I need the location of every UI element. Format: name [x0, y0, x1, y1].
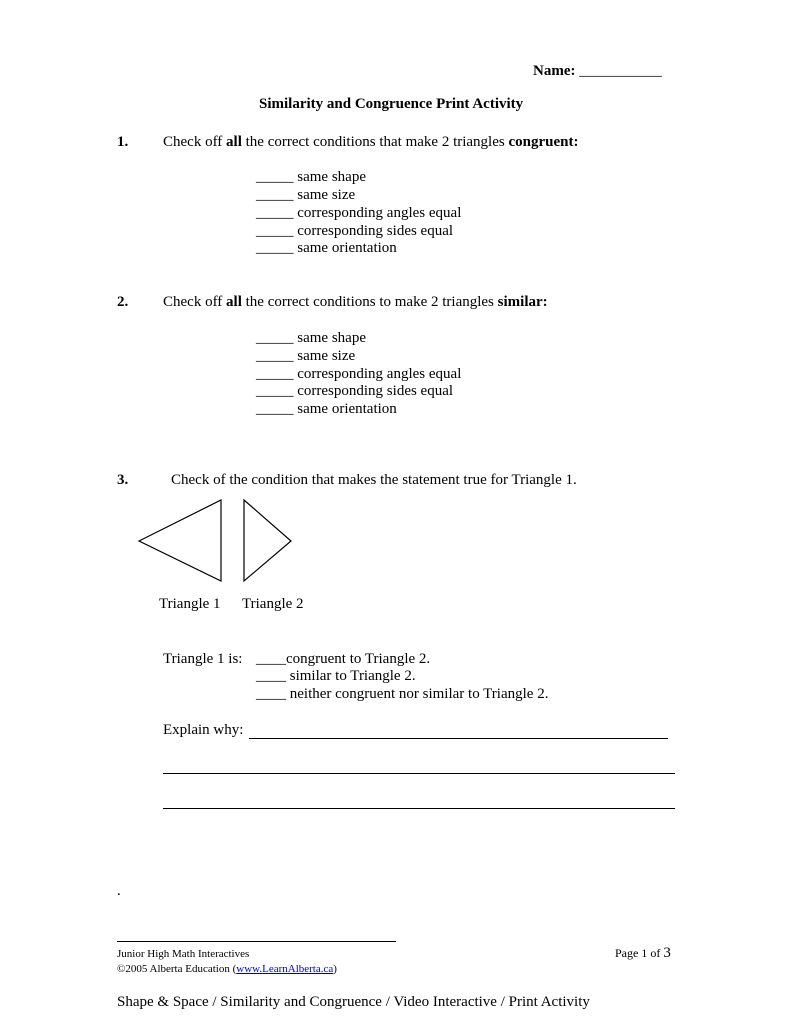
q2-option-sides-equal[interactable]: _____ corresponding sides equal: [256, 383, 454, 399]
q2-option-same-shape[interactable]: _____ same shape: [256, 330, 366, 346]
name-label-text: Name:: [533, 63, 576, 79]
footer-breadcrumb: Shape & Space / Similarity and Congruence / Video Interactive / Print Activity: [117, 994, 590, 1010]
explain-answer-line-1[interactable]: [249, 738, 668, 739]
q1-option-same-shape[interactable]: _____ same shape: [256, 169, 366, 185]
stray-dot: .: [117, 883, 121, 899]
q2-option-angles-equal[interactable]: _____ corresponding angles equal: [256, 366, 462, 382]
q1-option-same-size[interactable]: _____ same size: [256, 187, 356, 203]
q2-bold-similar: similar:: [497, 294, 548, 310]
footer-divider: [117, 941, 396, 942]
page-title-text: Similarity and Congruence Print Activity: [259, 96, 524, 112]
footer-copyright: [117, 963, 337, 975]
q1-middle: the correct conditions that make 2 triangles: [241, 134, 509, 150]
q2-bold-all: all: [226, 294, 242, 310]
q3-number-text: 3.: [117, 472, 129, 488]
q3-option-congruent[interactable]: ____congruent to Triangle 2.: [256, 651, 431, 667]
q1-option-angles-equal[interactable]: _____ corresponding angles equal: [256, 205, 462, 221]
q3-prompt: Check of the condition that makes the statement true for Triangle 1.: [171, 472, 577, 488]
footer-copyright-prefix: ©2005 Alberta Education (: [117, 963, 237, 975]
explain-answer-line-2[interactable]: [163, 773, 675, 774]
triangle-2-label: Triangle 2: [242, 596, 304, 612]
triangle-1-label: Triangle 1: [159, 596, 221, 612]
page-number-prefix: Page 1 of: [615, 946, 664, 960]
q2-prefix: Check off: [163, 294, 227, 310]
explain-answer-line-3[interactable]: [163, 808, 675, 809]
q3-lead: Triangle 1 is:: [163, 651, 243, 667]
q2-middle: the correct conditions to make 2 triangles: [241, 294, 498, 310]
footer-copyright-suffix: ): [333, 963, 337, 975]
q3-option-neither[interactable]: ____ neither congruent nor similar to Triangle 2.: [256, 686, 549, 702]
q3-option-similar[interactable]: ____ similar to Triangle 2.: [256, 668, 416, 684]
q1-prefix: Check off: [163, 134, 227, 150]
triangle-1-shape: [139, 500, 221, 581]
q1-option-sides-equal[interactable]: _____ corresponding sides equal: [256, 223, 454, 239]
q1-number-text: 1.: [117, 134, 129, 150]
q2-number-text: 2.: [117, 294, 129, 310]
name-blank[interactable]: ___________: [579, 63, 662, 79]
footer-link[interactable]: www.LearnAlberta.ca: [236, 963, 334, 975]
q1-option-same-orientation[interactable]: _____ same orientation: [256, 240, 397, 256]
footer-publisher: Junior High Math Interactives: [117, 948, 250, 960]
q2-option-same-size[interactable]: _____ same size: [256, 348, 356, 364]
q1-bold-congruent: congruent:: [508, 134, 579, 150]
q2-option-same-orientation[interactable]: _____ same orientation: [256, 401, 397, 417]
q1-bold-all: all: [226, 134, 242, 150]
triangle-2-shape: [244, 500, 291, 581]
page-number: [615, 945, 671, 962]
explain-label: Explain why:: [163, 722, 244, 738]
page-number-total: 3: [663, 945, 671, 961]
